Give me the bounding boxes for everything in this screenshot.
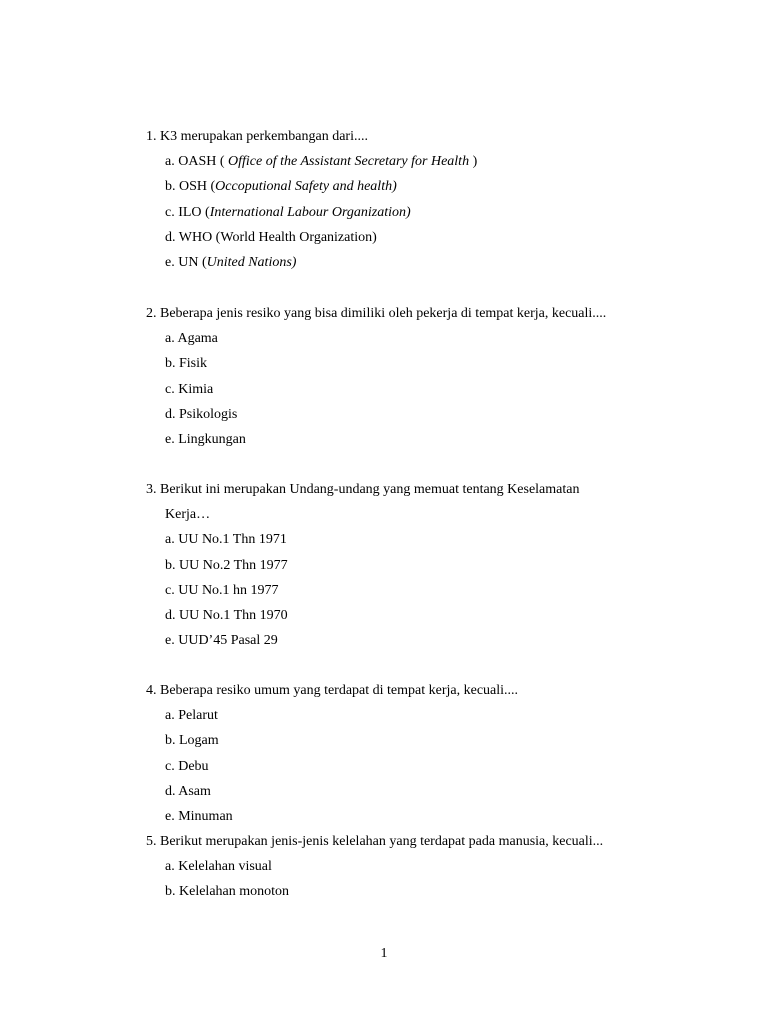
question-2	[146, 301, 706, 452]
question-text: 1. K3 merupakan perkembangan dari....	[146, 129, 368, 144]
option-b: b. Kelelahan monoton	[165, 884, 290, 900]
option-c: c. UU No.1 hn 1977	[165, 582, 279, 598]
question-text-continued: Kerja…	[165, 507, 211, 523]
question-text: 5. Berikut merupakan jenis-jenis kelelahan yang terdapat pada manusia, kecuali...	[146, 834, 604, 849]
option-e: e. Minuman	[165, 808, 233, 824]
option-a: a. Pelarut	[165, 708, 218, 724]
question-5	[146, 829, 706, 905]
option-b: b. OSH (Occoputional Safety and health)	[165, 179, 397, 195]
option-c: c. Kimia	[165, 381, 214, 397]
option-e: e. Lingkungan	[165, 431, 246, 447]
question-4	[146, 678, 706, 829]
question-3	[146, 477, 706, 653]
question-text: 3. Berikut ini merupakan Undang-undang yang memuat tentang Keselamatan	[146, 482, 580, 497]
page-number: 1	[380, 946, 388, 961]
option-d: d. UU No.1 Thn 1970	[165, 607, 288, 623]
option-a: a. Agama	[165, 331, 218, 347]
question-text: 4. Beberapa resiko umum yang terdapat di tempat kerja, kecuali....	[146, 683, 519, 698]
option-b: b. UU No.2 Thn 1977	[165, 557, 288, 573]
option-e: e. UUD’45 Pasal 29	[165, 633, 278, 649]
option-d: d. Asam	[165, 783, 211, 799]
question-1	[146, 124, 706, 275]
option-b: b. Logam	[165, 733, 219, 749]
option-d: d. WHO (World Health Organization)	[165, 229, 377, 245]
option-e: e. UN (United Nations)	[165, 254, 297, 270]
option-d: d. Psikologis	[165, 406, 238, 422]
option-c: c. Debu	[165, 758, 209, 774]
option-a: a. UU No.1 Thn 1971	[165, 532, 287, 548]
question-text: 2. Beberapa jenis resiko yang bisa dimiliki oleh pekerja di tempat kerja, kecuali....	[146, 306, 607, 321]
option-a: a. OASH ( Office of the Assistant Secretary for Health )	[165, 154, 478, 170]
option-c: c. ILO (International Labour Organization)	[165, 204, 411, 220]
option-a: a. Kelelahan visual	[165, 859, 272, 875]
option-b: b. Fisik	[165, 356, 208, 372]
